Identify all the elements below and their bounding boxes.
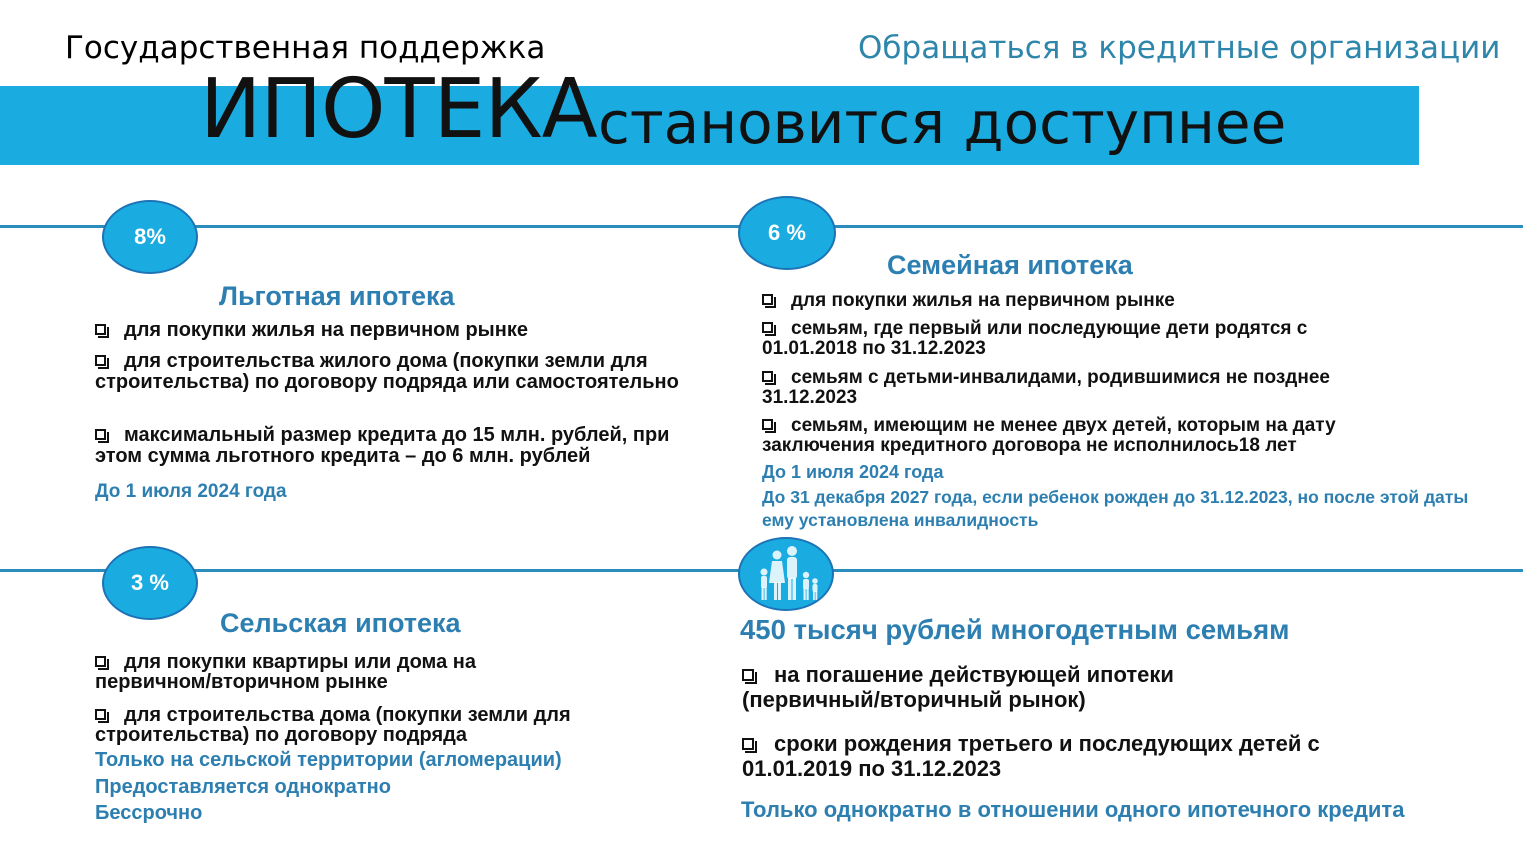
- selskaya-note-1: Только на сельской территории (агломерации): [95, 749, 562, 771]
- lgotnaya-item-1: для покупки жилья на первичном рынке: [95, 320, 705, 341]
- selskaya-item-2: для строительства дома (покупки земли для строительства) по договору подряда: [95, 704, 571, 746]
- lgotnaya-item-2: для строительства жилого дома (покупки земли для строительства) по договору подряда или самостоятельно: [95, 350, 679, 393]
- semeynaya-note-1: До 1 июля 2024 года: [762, 462, 944, 482]
- semeynaya-item-2: семьям, где первый или последующие дети родятся с 01.01.2018 по 31.12.2023: [762, 318, 1308, 359]
- mnogodetnye-item-1: на погашение действующей ипотеки (первичный/вторичный рынок): [742, 662, 1174, 712]
- checkbox-bullet-icon: [742, 669, 754, 681]
- checkbox-bullet-icon: [762, 419, 773, 430]
- mnogodetnye-item-2: сроки рождения третьего и последующих детей с 01.01.2019 по 31.12.2023: [742, 731, 1320, 781]
- checkbox-bullet-icon: [95, 355, 106, 366]
- lgotnaya-item-3: максимальный размер кредита до 15 млн. рублей, при этом сумма льготного кредита – до 6 млн. рублей: [95, 424, 670, 467]
- semeynaya-item-4: семьям, имеющим не менее двух детей, которым на дату заключения кредитного договора не исполнилось18 лет: [762, 415, 1336, 456]
- mnogodetnye-note: Только однократно в отношении одного ипотечного кредита: [741, 797, 1405, 822]
- lgotnaya-note: До 1 июля 2024 года: [95, 481, 287, 502]
- semeynaya-note-2: До 31 декабря 2027 года, если ребенок рожден до 31.12.2023, но после этой даты ему установлена инвалидность: [762, 487, 1469, 530]
- section-title-selskaya: Сельская ипотека: [220, 608, 461, 638]
- family-icon: [738, 537, 834, 611]
- checkbox-bullet-icon: [762, 294, 773, 305]
- rate-badge-selskaya: 3 %: [102, 546, 198, 620]
- family-silhouette-icon: [746, 542, 826, 606]
- header-right-label: Обращаться в кредитные организации: [858, 30, 1501, 66]
- section-title-semeynaya: Семейная ипотека: [887, 250, 1133, 280]
- checkbox-bullet-icon: [95, 429, 106, 440]
- checkbox-bullet-icon: [95, 656, 106, 667]
- selskaya-note-2: Предоставляется однократно: [95, 776, 391, 798]
- checkbox-bullet-icon: [762, 322, 773, 333]
- selskaya-note-3: Бессрочно: [95, 802, 203, 824]
- section-title-lgotnaya: Льготная ипотека: [219, 281, 455, 311]
- rate-badge-lgotnaya: 8%: [102, 200, 198, 274]
- checkbox-bullet-icon: [95, 709, 106, 720]
- title-rest: становится доступнее: [598, 89, 1287, 157]
- section-title-mnogodetnye: 450 тысяч рублей многодетным семьям: [740, 614, 1290, 645]
- header-left-label: Государственная поддержка: [65, 30, 546, 66]
- title-main: ИПОТЕКА: [200, 62, 597, 157]
- semeynaya-item-3: семьям с детьми-инвалидами, родившимися не позднее 31.12.2023: [762, 367, 1330, 408]
- checkbox-bullet-icon: [762, 371, 773, 382]
- rate-badge-semeynaya: 6 %: [738, 196, 836, 270]
- selskaya-item-1: для покупки квартиры или дома на первичном/вторичном рынке: [95, 651, 476, 693]
- checkbox-bullet-icon: [95, 324, 106, 335]
- semeynaya-item-1: для покупки жилья на первичном рынке: [762, 290, 1422, 311]
- checkbox-bullet-icon: [742, 738, 754, 750]
